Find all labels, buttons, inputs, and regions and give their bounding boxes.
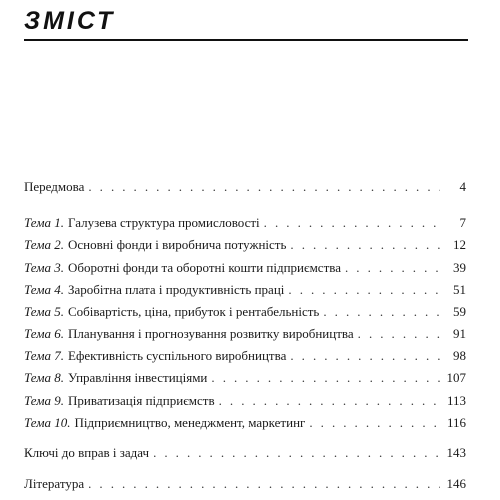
toc-entry-preface[interactable] — [24, 178, 466, 196]
toc-entry-title: Підприємництво, менеджмент, маркетинг — [74, 415, 306, 430]
toc-page-number: 113 — [446, 393, 466, 408]
toc-entry-title: Планування і прогнозування розвитку виробництва — [68, 326, 354, 341]
topic-label: Тема 3. — [24, 260, 65, 275]
toc-entry-keys[interactable] — [24, 444, 466, 462]
dot-leader — [323, 303, 440, 321]
toc-entry-topic-4[interactable] — [24, 281, 466, 299]
toc-page-number: 91 — [453, 326, 466, 341]
toc-entry-title: Приватизація підприємств — [68, 393, 215, 408]
toc-entry-topic-9[interactable] — [24, 392, 466, 410]
toc-entry-title: Оборотні фонди та оборотні кошти підприємства — [68, 260, 341, 275]
toc-entry-title: Ефективність суспільного виробництва — [68, 348, 287, 363]
toc-entry-title: Ключі до вправ і задач — [24, 445, 150, 460]
topic-label: Тема 9. — [24, 393, 65, 408]
toc-entry-title: Література — [24, 476, 85, 491]
toc-page-number: 12 — [453, 237, 466, 252]
toc-entry-title: Собівартість, ціна, прибуток і рентабельність — [68, 304, 320, 319]
toc-entry-topic-8[interactable] — [24, 369, 466, 387]
dot-leader — [309, 414, 440, 432]
topic-label: Тема 1. — [24, 215, 65, 230]
toc-entry-title: Основні фонди і виробнича потужність — [68, 237, 287, 252]
topic-label: Тема 2. — [24, 237, 65, 252]
toc-page-number: 7 — [459, 215, 466, 230]
dot-leader — [264, 214, 440, 232]
topic-label: Тема 4. — [24, 282, 65, 297]
toc-page-number: 116 — [446, 415, 466, 430]
toc-page-number: 39 — [453, 260, 466, 275]
dot-leader — [290, 236, 440, 254]
toc-entry-topic-3[interactable] — [24, 259, 466, 277]
title-underline — [24, 39, 468, 41]
toc-entry-topic-1[interactable] — [24, 214, 466, 232]
toc-entry-topic-10[interactable] — [24, 414, 466, 432]
topic-label: Тема 5. — [24, 304, 65, 319]
toc-page-number: 146 — [446, 476, 466, 491]
toc-entry-literature[interactable] — [24, 475, 466, 493]
dot-leader — [288, 281, 440, 299]
toc-page-number: 59 — [453, 304, 466, 319]
page-title: ЗМІСТ — [24, 7, 116, 35]
dot-leader — [290, 347, 440, 365]
dot-leader — [153, 444, 440, 462]
toc-entry-title: Управління інвестиціями — [68, 370, 208, 385]
topic-label: Тема 8. — [24, 370, 65, 385]
dot-leader — [211, 369, 440, 387]
toc-entry-topic-5[interactable] — [24, 303, 466, 321]
toc-page-number: 4 — [459, 179, 466, 194]
topic-label: Тема 6. — [24, 326, 65, 341]
dot-leader — [358, 325, 440, 343]
dot-leader — [345, 259, 440, 277]
toc-entry-title: Передмова — [24, 179, 85, 194]
toc-page-number: 143 — [446, 445, 466, 460]
toc-entry-topic-7[interactable] — [24, 347, 466, 365]
toc-entry-topic-2[interactable] — [24, 236, 466, 254]
topic-label: Тема 7. — [24, 348, 65, 363]
dot-leader — [88, 178, 440, 196]
toc-page-number: 98 — [453, 348, 466, 363]
toc-page-number: 107 — [446, 370, 466, 385]
toc-entry-title: Галузева структура промисловості — [68, 215, 260, 230]
topic-label: Тема 10. — [24, 415, 71, 430]
toc-entry-topic-6[interactable] — [24, 325, 466, 343]
dot-leader — [219, 392, 440, 410]
toc-page-number: 51 — [453, 282, 466, 297]
dot-leader — [88, 475, 440, 493]
toc-entry-title: Заробітна плата і продуктивність праці — [68, 282, 285, 297]
